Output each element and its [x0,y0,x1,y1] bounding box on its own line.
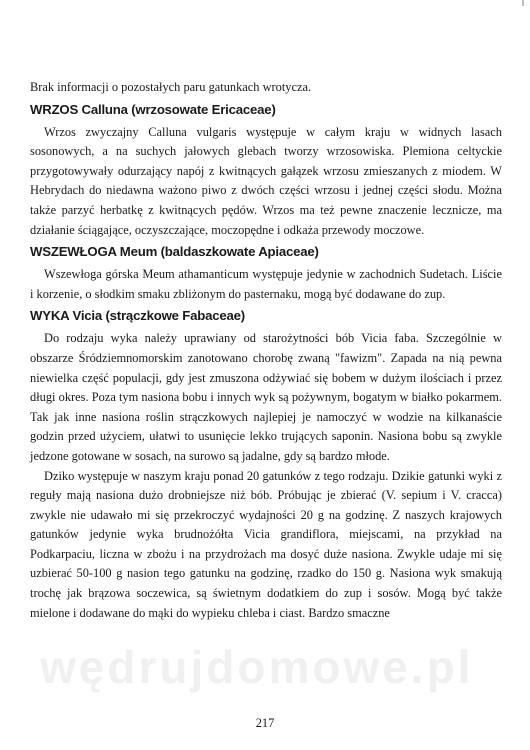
heading-wrzos: WRZOS Calluna (wrzosowate Ericaceae) [30,101,276,117]
paragraph-wszewloga: Wszewłoga górska Meum athamanticum występuje jedynie w zachodnich Sudetach. Liście i korzenie, o słodkim smaku zbliżonym do pasternaku, mogą być dodawane do zup. [30,267,502,301]
page-number: 217 [255,716,275,730]
paragraph-wyka-1: Do rodzaju wyka należy uprawiany od starożytności bób Vicia faba. Szczególnie w obszarze Śródziemnomorskim zanotowano chorobę zwaną "fawizm". Zapada na nią pewna niewielka część populacji, gdy jest zmuszona odżywiać się bobem w dużym ilościach i przez długi okres. Poza tym nasiona bobu i innych wyk są pożywnym, bogatym w białko pokarmem. Tak jak inne nasiona roślin strączkowych najlepiej je namoczyć w wodzie na kilkanaście godzin przed użyciem, ułatwi to usunięcie lekko trujących saponin. Nasiona bobu są zwykle jedzone gotowane w sosach, na surowo są jadalne, gdy są bardzo młode. [30,331,502,463]
paragraph-wyka-2: Dziko występuje w naszym kraju ponad 20 gatunków z tego rodzaju. Dzikie gatunki wyki z reguły mają nasiona dużo drobniejsze niż bób. Próbując je zbierać (V. sepium i V. cracca) zwykle nie udawało mi się przekroczyć wydajności 20 g na godzinę. Z naszych krajowych gatunków jedynie wyka brudnożółta Vicia grandiflora, miejscami, na przykład na Podkarpaciu, liczna w zbożu i na przydrożach ma dosyć duże nasiona. Zwykle udaje mi się uzbierać 50-100 g nasion tego gatunku na godzinę, rzadko do 150 g. Nasiona wyk smakują trochę jak brązowa soczewica, są świetnym dodatkiem do zup i sosów. Mogą być także mielone i dodawane do mąki do wypieku chleba i ciast. Bardzo smaczne [30,468,502,620]
page-content [30,78,502,623]
heading-wszewloga: WSZEWŁOGA Meum (baldaszkowate Apiaceae) [30,244,319,260]
paragraph-wrzos: Wrzos zwyczajny Calluna vulgaris występuje w całym kraju w widnych lasach sosonowych, a na suchych jałowych glebach tworzy wrzosowiska. Plemiona celtyckie przygotowywały odurzający napój z kwitnących gałązek wrzosu zmieszanych z miodem. W Hebrydach do niedawna ważono piwo z dwóch części wrzosu i jednej części słodu. Można także parzyć herbatkę z kwitnących pędów. Wrzos ma też pewne znaczenie lecznicze, ma działanie ściągające, oczyszczające, moczopędne i odkaża przewody moczowe. [30,124,502,237]
scan-mark [522,0,524,6]
heading-wyka: WYKA Vicia (strączkowe Fabaceae) [30,308,245,324]
intro-paragraph: Brak informacji o pozostałych paru gatunkach wrotycza. [30,80,312,94]
watermark: wędrujdomowe.pl [40,641,474,693]
